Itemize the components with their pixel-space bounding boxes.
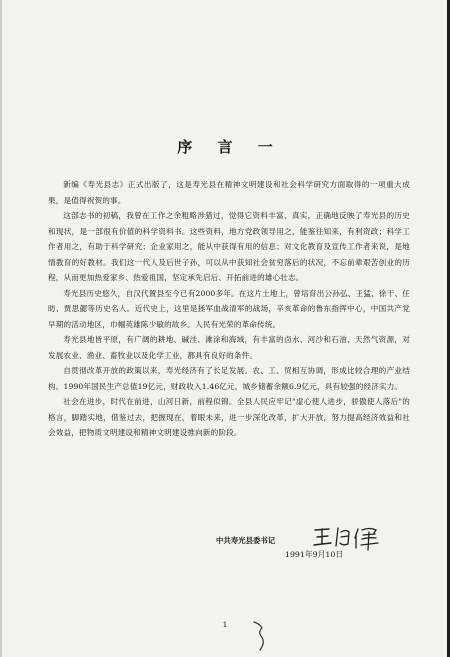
paragraph: 自贯彻改革开放的政策以来，寿光经济有了长足发展。农、工、贸相互协调，形成比较合理的产业结构。1990年国民生产总值19亿元，财政收入1.46亿元，城乡储蓄余额6.9亿元，具有较强的经济实力。 (48, 366, 410, 391)
paragraph: 新编《寿光县志》正式出版了，这是寿光县在精神文明建设和社会科学研究方面取得的一项重大成果，是值得祝贺的事。 (48, 180, 410, 205)
signer-title: 中共寿光县委书记 (216, 536, 276, 545)
preface-body (48, 177, 410, 441)
paragraph: 寿光县历史悠久，自汉代置县至今已有2000多年。在这片土地上，曾培育出公孙弘、王猛、徐干、任昉、贾思勰等历史名人。近代史上，这里是拯军血战清军的战场，辛亥革命的鲁东指挥中心，中国共产党早期的活动地区，巾帼英雄陈少敏的故乡。人民有光荣的革命传统。 (48, 288, 410, 329)
pen-mark-icon (248, 618, 278, 654)
paragraph: 这部志书的初稿，我曾在工作之余粗略涉猎过，觉得它资料丰富、真实，正确地反映了寿光县的历史和现状，是一部很有价值的科学资料书。这些资料，地方党政领导用之，能鉴往知来，有利资政；科学工作者用之，有助于科学研究；企业家用之，能从中获得有用的信息；对文化教育及宣传工作者来说，是地情教育的好教材。我们这一代人及后世子孙，可以从中获知社会贫穷落后的状况，不忘前辈艰苦创业的历程，从而更加热爱家乡、热爱祖国，坚定承先启后、开拓前进的雄心壮志。 (48, 211, 410, 282)
signature-block (216, 528, 416, 598)
handwritten-signature (312, 524, 384, 552)
paragraph: 寿光县地皆平原，有广阔的耕地、碱洼、滩涂和海域，有丰富的卤水、河沙和石油、天然气资源，对发展农业、渔业、畜牧业以及化学工业，都具有良好的条件。 (48, 335, 410, 360)
paragraph: 社会在进步，时代在前进，山河日新，前程似锦。全县人民应牢记"虚心使人进步，骄傲使人落后"的格言，脚踏实地，借鉴过去，把握现在，着眼未来，进一步深化改革，扩大开放，努力提高经济效益和社会效益，把物质文明建设和精神文明建设推向新的阶段。 (48, 397, 410, 437)
preface-title: 序 言 一 (177, 138, 283, 156)
signature-date: 1991年9月10日 (285, 550, 344, 559)
page-number: 1 (222, 620, 228, 629)
page-left-edge (0, 0, 2, 657)
